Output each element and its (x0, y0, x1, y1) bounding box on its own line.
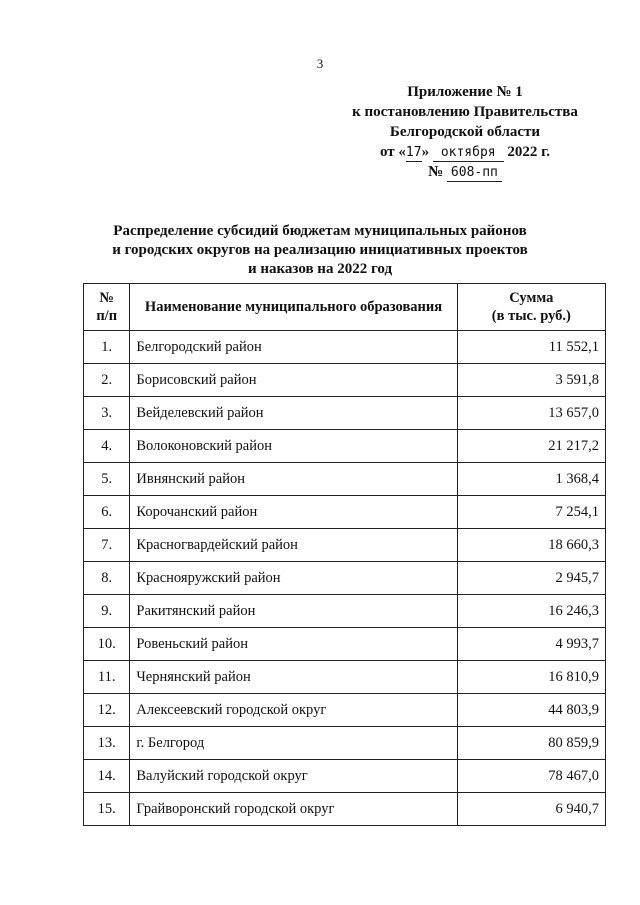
subsidy-amount: 3 591,8 (457, 364, 605, 397)
title-line-1: Распределение субсидий бюджетам муниципальных районов (113, 223, 527, 239)
subsidy-amount: 4 993,7 (457, 628, 605, 661)
appendix-date (330, 142, 600, 162)
row-number: 9. (84, 595, 130, 628)
header-sum-unit: (в тыс. руб.) (491, 308, 571, 324)
subsidy-amount: 16 246,3 (457, 595, 605, 628)
header-sum-title: Сумма (509, 290, 554, 306)
subsidy-amount: 7 254,1 (457, 496, 605, 529)
table-body (84, 331, 606, 826)
row-number: 2. (84, 364, 130, 397)
table-row (84, 463, 606, 496)
subsidy-amount: 18 660,3 (457, 529, 605, 562)
subsidy-amount: 78 467,0 (457, 760, 605, 793)
header-name: Наименование муниципального образования (130, 284, 457, 331)
document-title (110, 222, 530, 279)
subsidy-amount: 21 217,2 (457, 430, 605, 463)
row-number: 8. (84, 562, 130, 595)
subsidy-amount: 11 552,1 (457, 331, 605, 364)
date-day: 17 (405, 145, 422, 160)
municipality-name: Алексеевский городской округ (130, 694, 457, 727)
subsidy-amount: 80 859,9 (457, 727, 605, 760)
table-header-row (84, 284, 606, 331)
appendix-number (330, 162, 600, 182)
table-row (84, 760, 606, 793)
header-number (84, 284, 130, 331)
table-row (84, 694, 606, 727)
subsidy-amount: 2 945,7 (457, 562, 605, 595)
table-row (84, 529, 606, 562)
appendix-region: Белгородской области (389, 124, 541, 140)
row-number: 1. (84, 331, 130, 364)
row-number: 3. (84, 397, 130, 430)
row-number: 10. (84, 628, 130, 661)
header-sum (457, 284, 605, 331)
subsidy-amount: 6 940,7 (457, 793, 605, 826)
table-row (84, 397, 606, 430)
appendix-title: Приложение № 1 (407, 84, 523, 100)
table-row (84, 562, 606, 595)
table-row (84, 793, 606, 826)
subsidies-table (83, 283, 606, 826)
municipality-name: Валуйский городской округ (130, 760, 457, 793)
municipality-name: г. Белгород (130, 727, 457, 760)
municipality-name: Волоконовский район (130, 430, 457, 463)
municipality-name: Ракитянский район (130, 595, 457, 628)
table-row (84, 496, 606, 529)
row-number: 6. (84, 496, 130, 529)
municipality-name: Грайворонский городской округ (130, 793, 457, 826)
title-line-2: и городских округов на реализацию инициативных проектов (112, 242, 528, 258)
row-number: 5. (84, 463, 130, 496)
number-prefix: № (428, 164, 447, 180)
municipality-name: Краснояружский район (130, 562, 457, 595)
row-number: 11. (84, 661, 130, 694)
subsidy-amount: 1 368,4 (457, 463, 605, 496)
number-value: 608-пп (447, 165, 502, 182)
header-number-symbol: № (99, 290, 114, 306)
table-row (84, 628, 606, 661)
municipality-name: Белгородский район (130, 331, 457, 364)
municipality-name: Чернянский район (130, 661, 457, 694)
table-row (84, 727, 606, 760)
date-year: 2022 г. (503, 144, 550, 160)
title-line-3: и наказов на 2022 год (247, 261, 393, 277)
table-row (84, 595, 606, 628)
table-row (84, 430, 606, 463)
table-row (84, 331, 606, 364)
header-number-label: п/п (96, 308, 118, 324)
subsidy-amount: 13 657,0 (457, 397, 605, 430)
appendix-block (330, 82, 600, 182)
subsidy-amount: 44 803,9 (457, 694, 605, 727)
date-prefix: от « (380, 144, 406, 160)
municipality-name: Вейделевский район (130, 397, 457, 430)
row-number: 14. (84, 760, 130, 793)
table-row (84, 364, 606, 397)
appendix-resolution: к постановлению Правительства (352, 104, 578, 120)
row-number: 15. (84, 793, 130, 826)
row-number: 4. (84, 430, 130, 463)
table-row (84, 661, 606, 694)
row-number: 13. (84, 727, 130, 760)
date-month: октября (433, 145, 504, 162)
municipality-name: Красногвардейский район (130, 529, 457, 562)
date-mid: » (421, 144, 433, 160)
subsidy-amount: 16 810,9 (457, 661, 605, 694)
municipality-name: Корочанский район (130, 496, 457, 529)
municipality-name: Ивнянский район (130, 463, 457, 496)
municipality-name: Борисовский район (130, 364, 457, 397)
row-number: 12. (84, 694, 130, 727)
row-number: 7. (84, 529, 130, 562)
page-number: 3 (316, 56, 324, 71)
municipality-name: Ровеньский район (130, 628, 457, 661)
